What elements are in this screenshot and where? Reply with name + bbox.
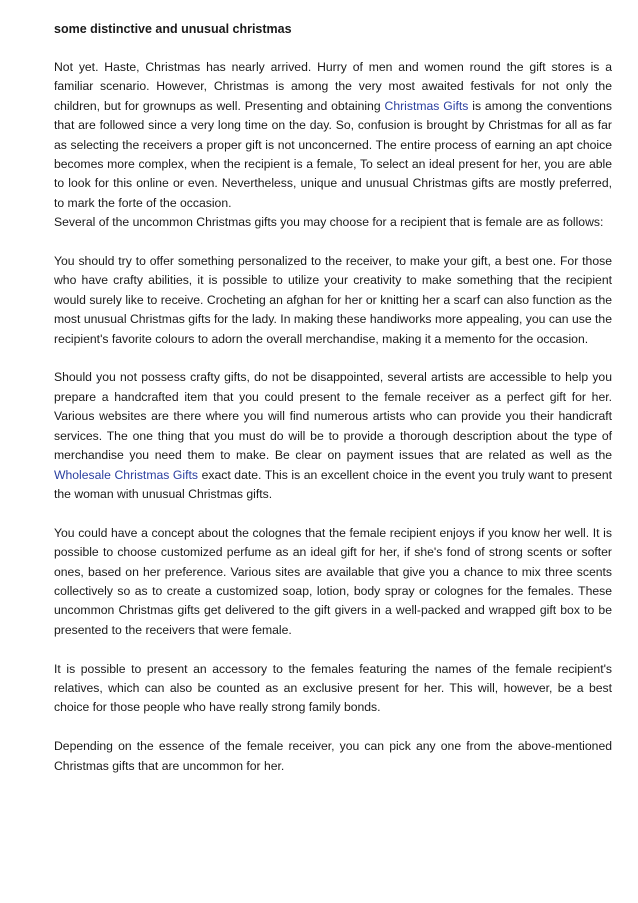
- paragraph-personalized: You should try to offer something personalized to the receiver, to make your gift, a best one. For those who have crafty abilities, it is possible to utilize your creativity to make something that the recipient would surely like to receive. Crocheting an afghan for her or knitting her a scarf can also function as the most unusual Christmas gifts for the lady. In making these handiworks more appealing, you can use the recipient's favorite colours to adorn the overall merchandise, making it a memento for the occasion.: [54, 254, 612, 346]
- wholesale-christmas-gifts-link[interactable]: Wholesale Christmas Gifts: [54, 467, 198, 482]
- paragraph-conclusion: Depending on the essence of the female receiver, you can pick any one from the above-mentioned Christmas gifts that are uncommon for her.: [54, 739, 612, 773]
- paragraph-intro-text-before: Not yet. Haste, Christmas has nearly arrived. Hurry of men and women round the gift stores is a familiar scenario. However, Christmas is among the very most awaited festivals for not only the children, but for grownups as well. Presenting and obtaining: [54, 60, 612, 113]
- document-title: some distinctive and unusual christmas: [54, 22, 292, 36]
- paragraph-artists: [54, 368, 612, 504]
- paragraph-intro: [54, 58, 612, 213]
- paragraph-uncommon-gifts: Several of the uncommon Christmas gifts you may choose for a recipient that is female are as follows:: [54, 215, 604, 230]
- paragraph-accessory: It is possible to present an accessory to the females featuring the names of the female recipient's relatives, which can also be counted as an exclusive present for her. This will, however, be a best choice for those people who have really strong family bonds.: [54, 661, 612, 715]
- paragraph-intro-text-after: is among the conventions that are followed since a very long time on the day. So, confusion is brought by Christmas for all as far as selecting the receivers a proper gift is not unconcerned. The entire process of earning an apt choice becomes more complex, when the recipient is a female, To select an ideal present for her, you are able to look for this online or even. Nevertheless, unique and unusual Christmas gifts are mostly preferred, to mark the forte of the occasion.: [54, 98, 612, 210]
- document-page: [54, 20, 612, 795]
- paragraph-artists-text-after: exact date. This is an excellent choice in the event you truly want to present the woman with unusual Christmas gifts.: [54, 467, 612, 501]
- christmas-gifts-link[interactable]: Christmas Gifts: [384, 98, 469, 113]
- paragraph-artists-text-before: Should you not possess crafty gifts, do not be disappointed, several artists are accessible to help you prepare a handcrafted item that you could present to the female receiver as a perfect gift for her. Various websites are there where you will find numerous artists who can provide you their handicraft services. The one thing that you must do will be to provide a thorough description about the type of merchandise you need them to make. Be clear on payment issues that are related as well as the: [54, 370, 612, 463]
- paragraph-colognes: You could have a concept about the colognes that the female recipient enjoys if you know her well. It is possible to choose customized perfume as an ideal gift for her, if she's fond of strong scents or softer ones, based on her preference. Various sites are available that give you a chance to mix three scents collectively so as to create a customized soap, lotion, body spray or colognes for the females. These uncommon Christmas gifts get delivered to the gift givers in a well-packed and wrapped gift box to be presented to the receivers that were female.: [54, 525, 612, 637]
